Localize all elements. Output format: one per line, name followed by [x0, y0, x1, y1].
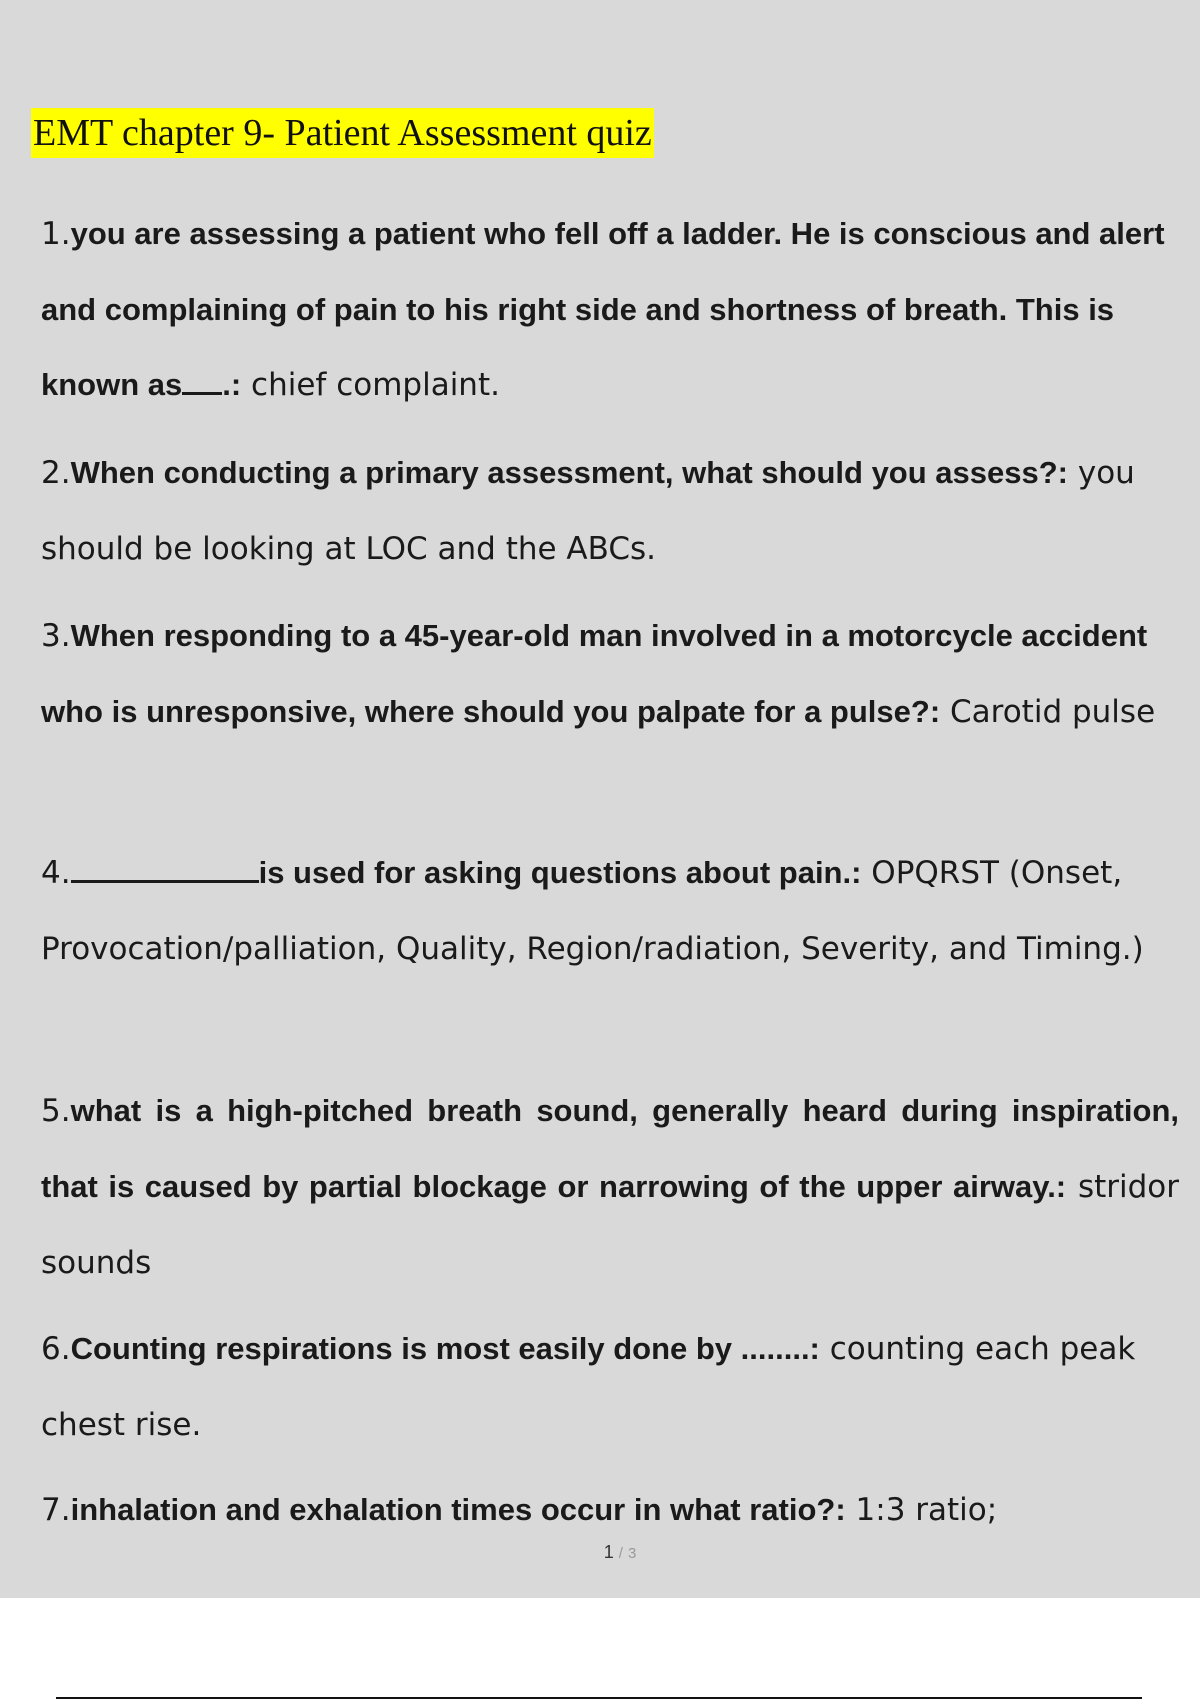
- page-total: 3: [627, 1545, 637, 1562]
- question-item-3: [41, 598, 1179, 750]
- question-item-7: [41, 1472, 1179, 1548]
- question-number: 1.: [41, 216, 71, 252]
- page-current: 1: [603, 1542, 614, 1562]
- page-separator: /: [618, 1545, 623, 1562]
- question-item-2: [41, 435, 1179, 587]
- question-item-5: [41, 1073, 1179, 1301]
- answer-text: Carotid pulse: [940, 694, 1156, 730]
- question-text: Counting respirations is most easily done by ........:: [70, 1331, 820, 1366]
- question-text: When responding to a 45-year-old man involved in a motorcycle accident who is unresponsive, where should you palpate for a pulse?:: [41, 618, 1148, 729]
- question-text: inhalation and exhalation times occur in what ratio?:: [70, 1492, 846, 1527]
- next-page-divider: [56, 1697, 1142, 1699]
- question-number: 3.: [41, 618, 71, 654]
- question-text-suffix: .:: [222, 367, 242, 402]
- question-number: 5.: [41, 1093, 71, 1129]
- question-number: 7.: [41, 1492, 71, 1528]
- question-text: what is a high-pitched breath sound, generally heard during inspiration, that is caused by partial blockage or narrowing of the upper airway.:: [41, 1093, 1179, 1204]
- answer-text: chief complaint.: [241, 367, 500, 403]
- question-text: When conducting a primary assessment, what should you assess?:: [70, 455, 1068, 490]
- answer-text: 1:3 ratio;: [845, 1492, 998, 1528]
- question-item-4: [41, 835, 1179, 987]
- page-number: [0, 1542, 1200, 1563]
- fill-in-blank: [71, 854, 259, 883]
- answer-text: you should be looking at LOC and the ABCs.: [41, 455, 1135, 567]
- question-number: 6.: [41, 1331, 71, 1367]
- question-text: you are assessing a patient who fell off a ladder. He is conscious and alert and complaining of pain to his right side and shortness of breath. This is known as: [41, 216, 1165, 402]
- question-item-1: [41, 196, 1179, 423]
- question-number: 2.: [41, 455, 71, 491]
- answer-text: OPQRST (Onset, Provocation/palliation, Quality, Region/radiation, Severity, and Timing.): [41, 855, 1144, 967]
- question-text: is used for asking questions about pain.:: [258, 855, 862, 890]
- page-title: EMT chapter 9- Patient Assessment quiz: [31, 108, 654, 158]
- answer-text: counting each peak chest rise.: [41, 1331, 1136, 1443]
- answer-text: stridor sounds: [41, 1169, 1179, 1281]
- question-number: 4.: [41, 855, 71, 891]
- fill-in-blank: [182, 366, 222, 395]
- question-item-6: [41, 1311, 1179, 1463]
